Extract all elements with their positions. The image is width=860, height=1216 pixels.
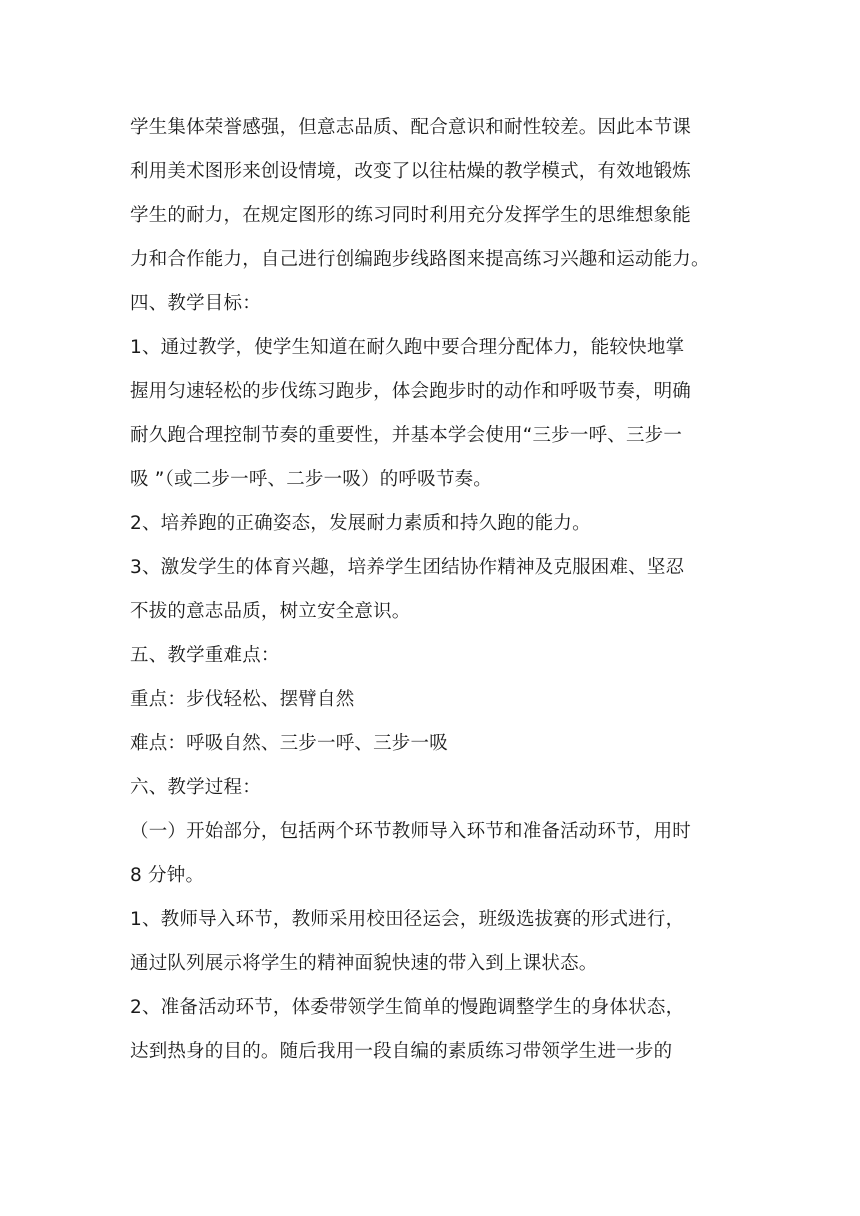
text-line: 2、培养跑的正确姿态，发展耐力素质和持久跑的能力。 [130,513,591,534]
text-line: 重点：步伐轻松、摆臂自然 [130,689,355,710]
text-line: 通过队列展示将学生的精神面貌快速的带入到上课状态。 [130,953,598,974]
section-heading: 五、教学重难点： [130,645,280,666]
text-line: 达到热身的目的。随后我用一段自编的素质练习带领学生进一步的 [130,1041,673,1062]
text-line: 学生的耐力，在规定图形的练习同时利用充分发挥学生的思维想象能 [130,205,692,226]
text-line: 握用匀速轻松的步伐练习跑步，体会跑步时的动作和呼吸节奏，明确 [130,381,692,402]
text-line: 难点：呼吸自然、三步一呼、三步一吸 [130,733,448,754]
text-line: 力和合作能力，自己进行创编跑步线路图来提高练习兴趣和运动能力。 [130,249,710,270]
text-line: 利用美术图形来创设情境，改变了以往枯燥的教学模式，有效地锻炼 [130,161,692,182]
text-line: 耐久跑合理控制节奏的重要性，并基本学会使用“三步一呼、三步一 [130,425,683,446]
text-line: 2、准备活动环节，体委带领学生简单的慢跑调整学生的身体状态， [130,997,685,1018]
text-line: 学生集体荣誉感强，但意志品质、配合意识和耐性较差。因此本节课 [130,117,692,138]
text-line: （一）开始部分，包括两个环节教师导入环节和准备活动环节，用时 [130,821,692,842]
section-heading: 四、教学目标： [130,293,261,314]
text-line: 1、通过教学，使学生知道在耐久跑中要合理分配体力，能较快地掌 [130,337,685,358]
text-line: 不拔的意志品质，树立安全意识。 [130,601,411,622]
section-heading: 六、教学过程： [130,777,261,798]
text-line: 1、教师导入环节，教师采用校田径运会，班级选拔赛的形式进行， [130,909,685,930]
text-line: 3、激发学生的体育兴趣，培养学生团结协作精神及克服困难、坚忍 [130,557,685,578]
text-line: 8 分钟。 [130,865,205,886]
text-line: 吸 ”（或二步一呼、二步一吸）的呼吸节奏。 [130,469,492,490]
